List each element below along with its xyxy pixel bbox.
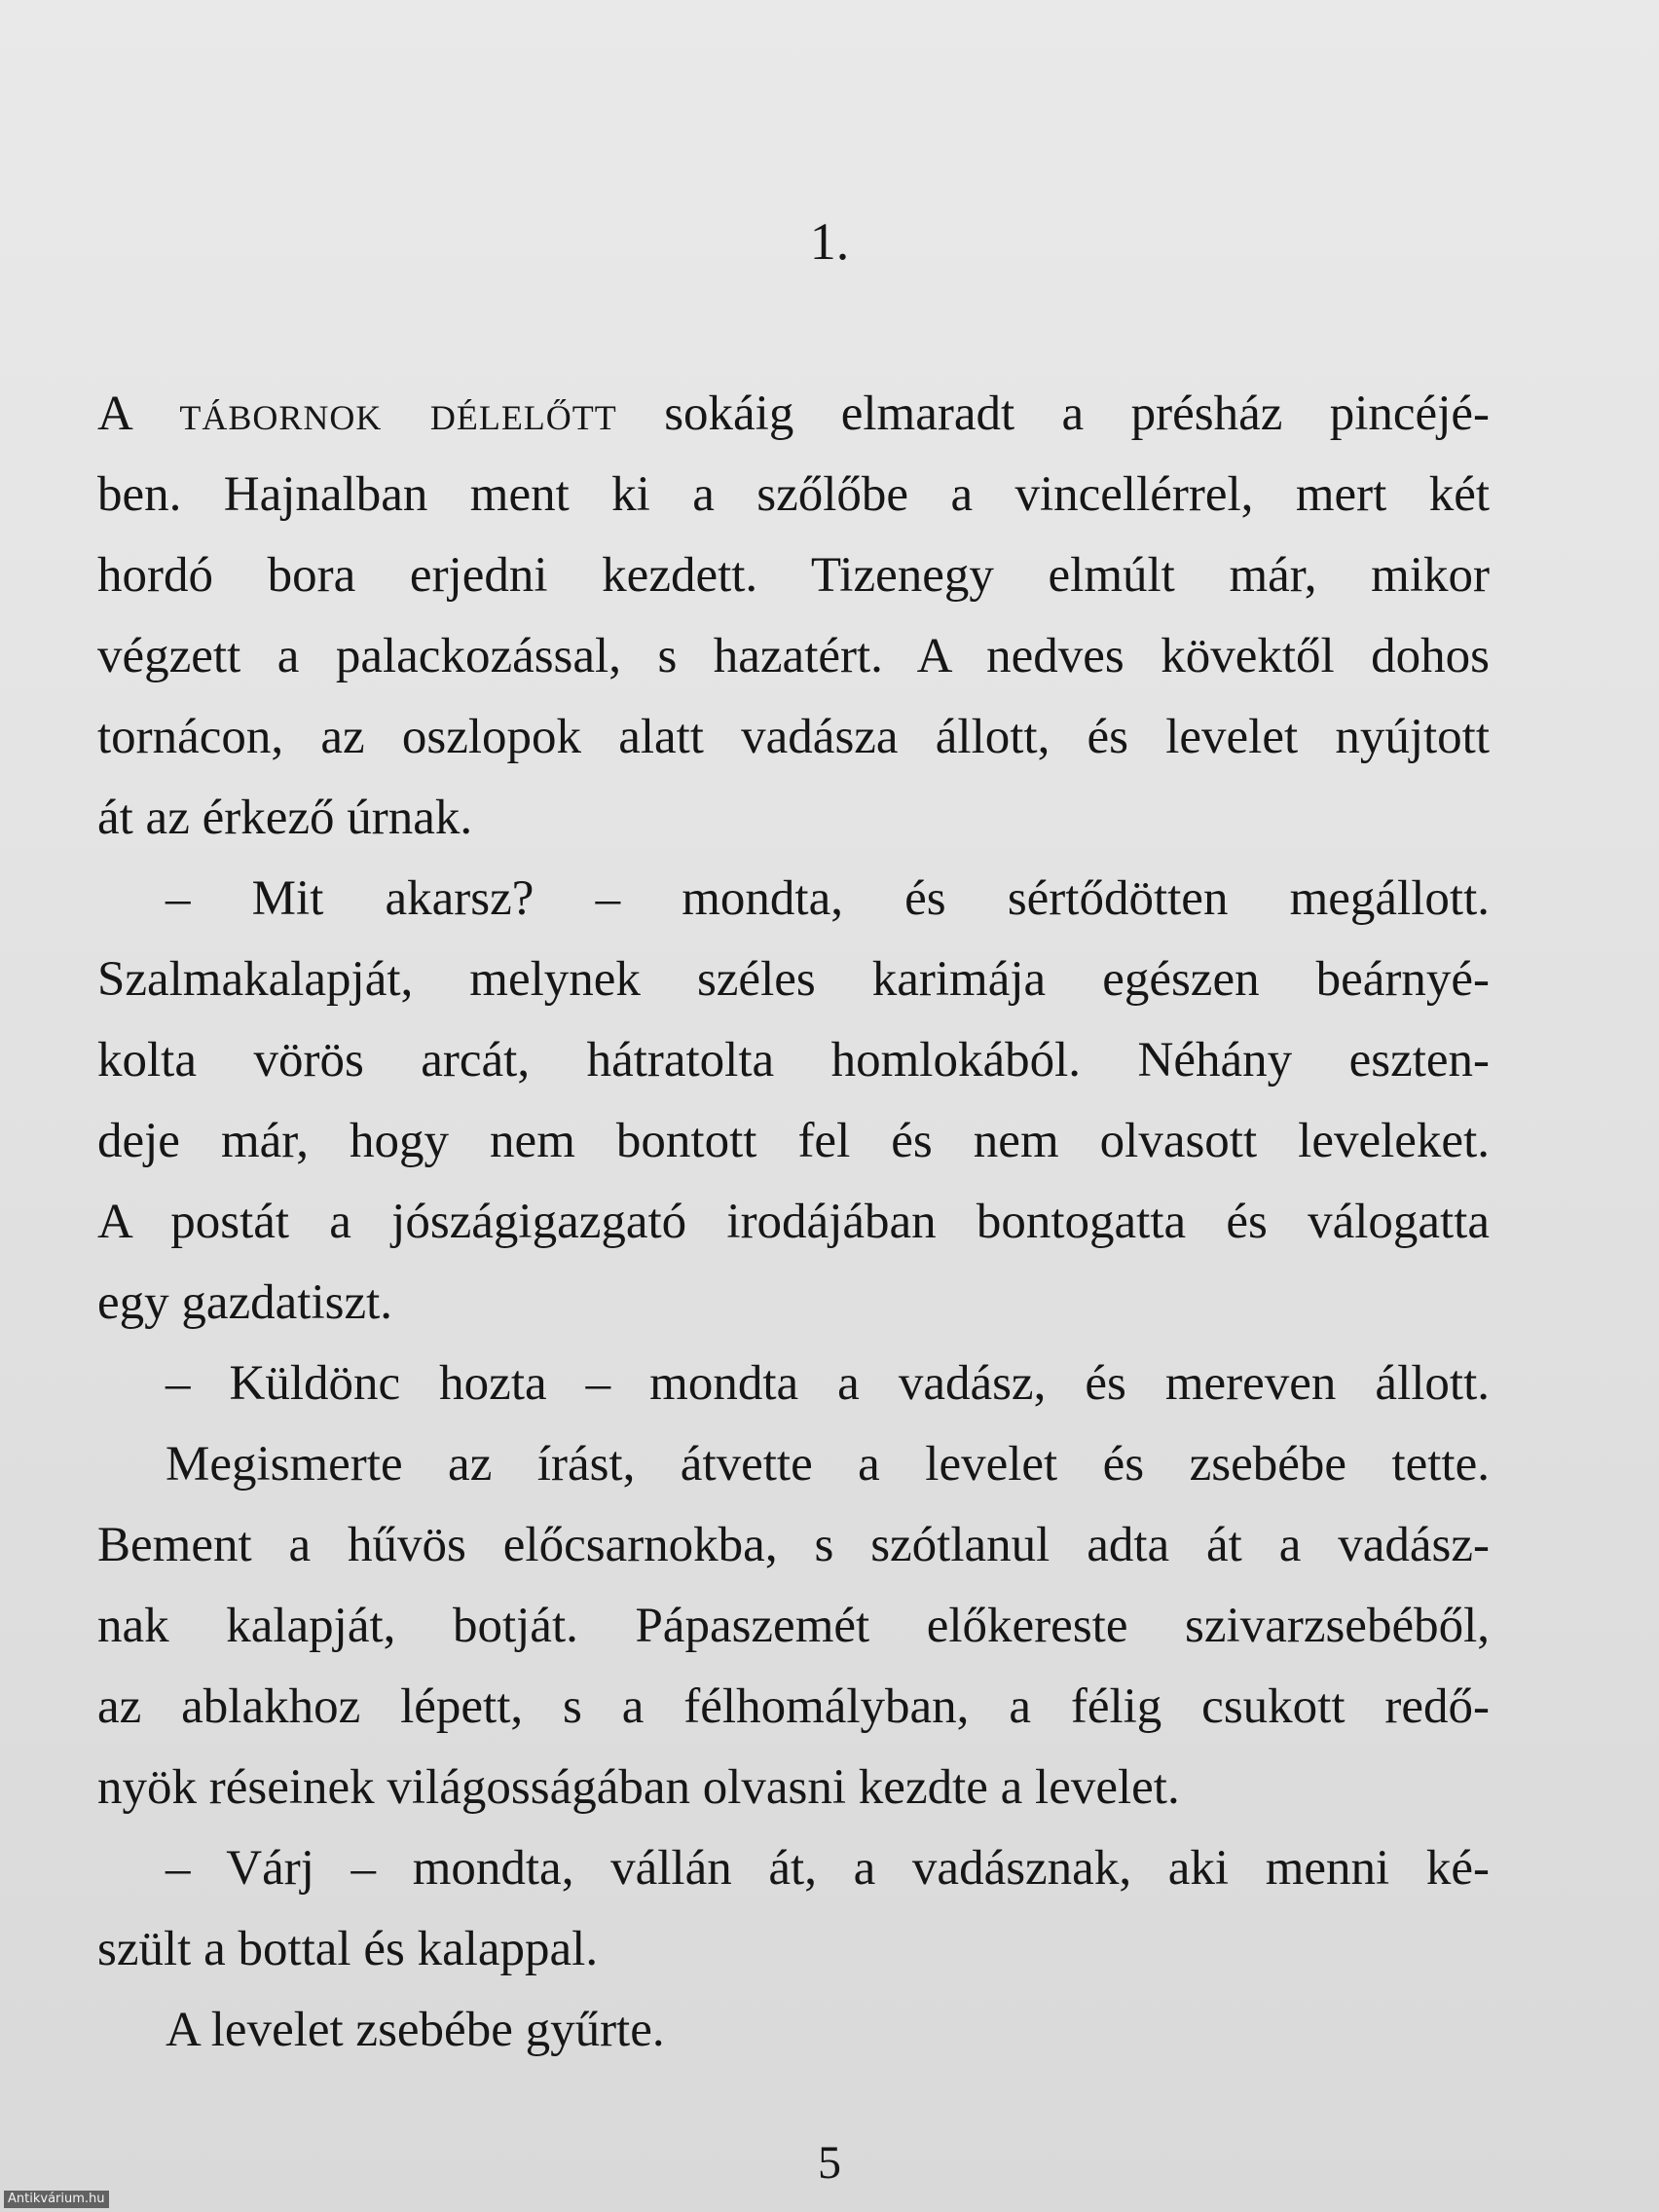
text-line: tornácon, az oszlopok alatt vadásza állott, és levelet nyújtott (97, 710, 1490, 764)
text-line: nak kalapját, botját. Pápaszemét előkereste szivarzsebéből, (97, 1599, 1490, 1653)
text-line-content: sokáig elmaradt a présház pincéjé- (616, 387, 1490, 441)
text-line: ben. Hajnalban ment ki a szőlőbe a vincellérrel, mert két (97, 467, 1490, 522)
text-line: Szalmakalapját, melynek széles karimája egészen beárnyé- (97, 952, 1490, 1007)
text-line: Megismerte az írást, átvette a levelet és zsebébe tette. (166, 1437, 1490, 1492)
text-line: – Várj – mondta, vállán át, a vadásznak, aki menni ké- (166, 1841, 1490, 1896)
text-line (97, 374, 1490, 455)
opening-smallcaps: A tábornok délelőtt (97, 387, 617, 441)
text-line: A levelet zsebébe gyűrte. (166, 2003, 665, 2057)
text-line: végzett a palackozással, s hazatért. A nedves kövektől dohos (97, 629, 1490, 683)
text-line: kolta vörös arcát, hátratolta homlokából. Néhány eszten- (97, 1033, 1490, 1088)
text-line: – Küldönc hozta – mondta a vadász, és mereven állott. (166, 1356, 1490, 1411)
chapter-number: 1. (809, 212, 850, 271)
text-line: hordó bora erjedni kezdett. Tizenegy elmúlt már, mikor (97, 548, 1490, 603)
text-line: szült a bottal és kalappal. (97, 1922, 599, 1976)
text-line: egy gazdatiszt. (97, 1275, 393, 1330)
text-line: át az érkező úrnak. (97, 791, 473, 845)
text-line: – Mit akarsz? – mondta, és sértődötten megállott. (166, 871, 1490, 926)
watermark: Antikvárium.hu (4, 2191, 109, 2208)
text-line: A postát a jószágigazgató irodájában bontogatta és válogatta (97, 1195, 1490, 1249)
text-line: deje már, hogy nem bontott fel és nem olvasott leveleket. (97, 1114, 1490, 1168)
chapter-text (97, 374, 1490, 2071)
page-number: 5 (818, 2137, 841, 2189)
text-line: Bement a hűvös előcsarnokba, s szótlanul adta át a vadász- (97, 1518, 1490, 1572)
text-line: az ablakhoz lépett, s a félhomályban, a félig csukott redő- (97, 1679, 1490, 1734)
text-line: nyök réseinek világosságában olvasni kezdte a levelet. (97, 1760, 1180, 1815)
